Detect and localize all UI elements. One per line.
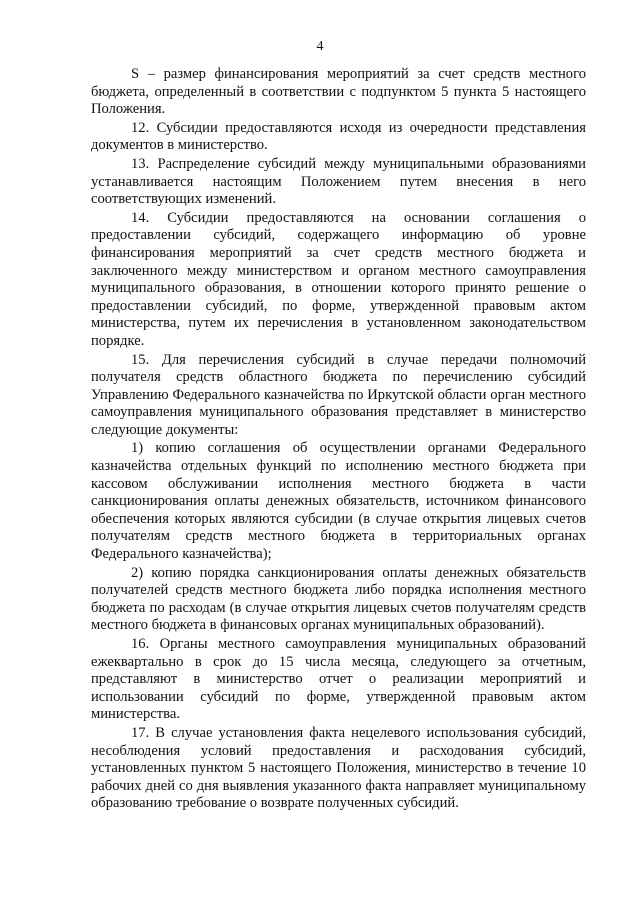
paragraph-12: 12. Субсидии предоставляются исходя из очередности представления документов в министерство. <box>91 119 586 154</box>
page-number: 4 <box>316 39 324 54</box>
paragraph-15-item-1: 1) копию соглашения об осуществлении органами Федерального казначейства отдельных функций по исполнению местного бюджета при кассовом обслуживании исполнения местного бюджета в части санкционирования оплаты денежных обязательств, источником финансового обеспечения которых являются субсидии (в случае открытия лицевых счетов получателям средств местного бюджета в территориальных органах Федерального казначейства); <box>91 440 586 563</box>
paragraph-14: 14. Субсидии предоставляются на основании соглашения о предоставлении субсидий, содержащего информацию об уровне финансирования мероприятий за счет средств местного бюджета и заключенного между министерством и органом местного самоуправления муниципального образования, в отношении которого принято решение о предоставлении субсидий, по форме, утвержденной правовым актом министерства, путем их перечисления в установленном законодательством порядке. <box>91 209 586 349</box>
paragraph-15: 15. Для перечисления субсидий в случае передачи полномочий получателя средств областного бюджета по перечислению субсидий Управлению Федерального казначейства по Иркутской области орган местного самоуправления муниципального образования представляет в министерство следующие документы: <box>91 351 586 438</box>
paragraph-17: 17. В случае установления факта нецелевого использования субсидий, несоблюдения условий предоставления и расходования субсидий, установленных пунктом 5 настоящего Положения, министерство в течение 10 рабочих дней со дня выявления указанного факта направляет муниципальному образованию требование о возврате полученных субсидий. <box>91 724 586 812</box>
paragraph-s-definition: S – размер финансирования мероприятий за счет средств местного бюджета, определенный в соответствии с подпунктом 5 пункта 5 настоящего Положения. <box>91 66 586 118</box>
paragraph-13: 13. Распределение субсидий между муниципальными образованиями устанавливается настоящим Положением путем внесения в него соответствующих изменений. <box>91 155 586 208</box>
paragraph-15-item-2: 2) копию порядка санкционирования оплаты денежных обязательств получателей средств местного бюджета либо порядка исполнения местного бюджета по расходам (в случае открытия лицевых счетов получателям средств местного бюджета в финансовых органах муниципальных образований). <box>91 564 586 634</box>
document-body <box>91 66 586 813</box>
paragraph-16: 16. Органы местного самоуправления муниципальных образований ежеквартально в срок до 15 числа месяца, следующего за отчетным, представляют в министерство отчет о реализации мероприятий и использовании субсидий по форме, утвержденной правовым актом министерства. <box>91 636 586 723</box>
